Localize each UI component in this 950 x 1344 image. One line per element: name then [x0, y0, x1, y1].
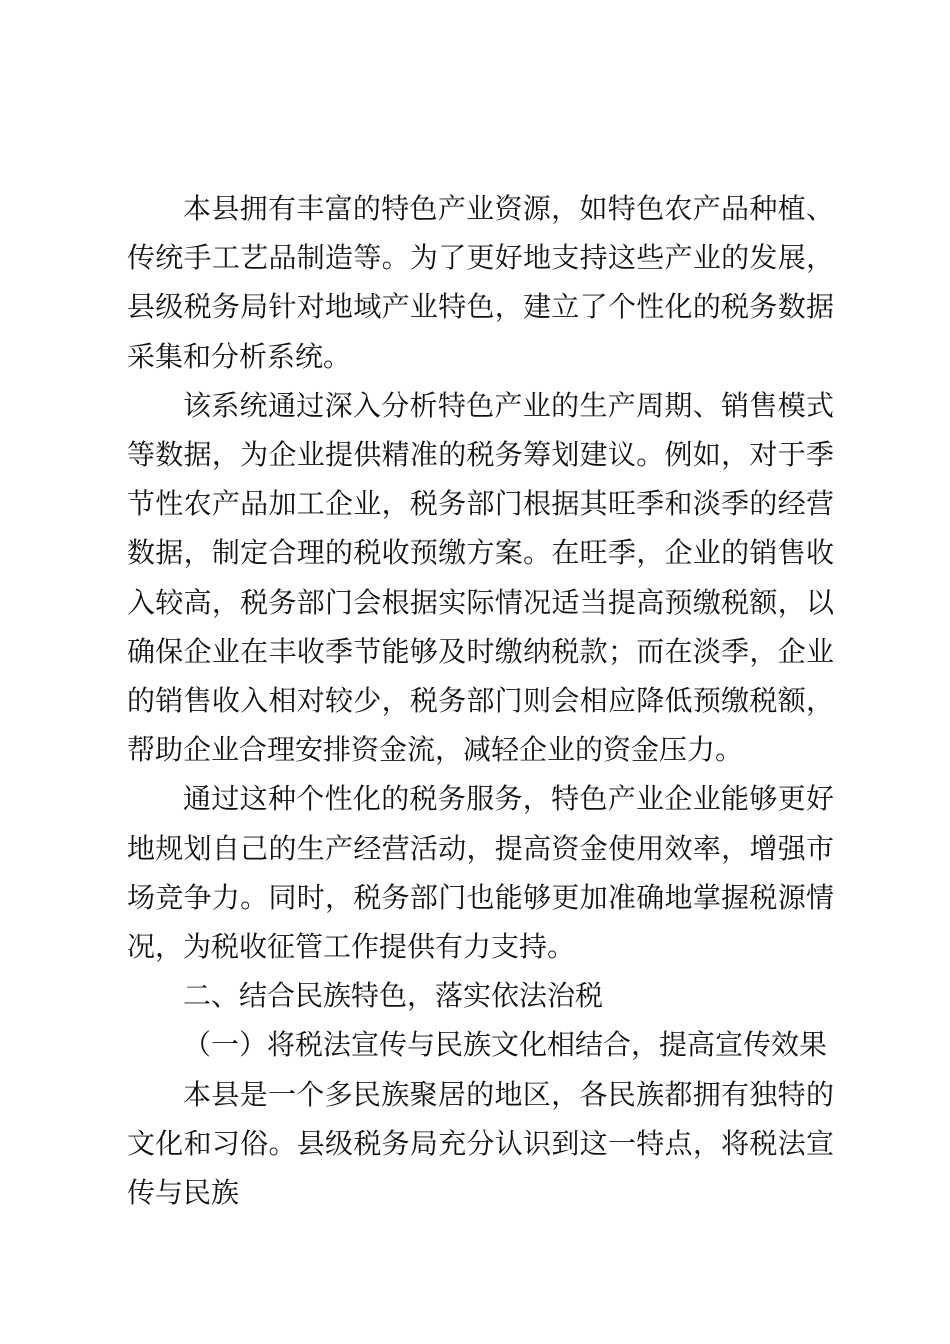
- document-body: [127, 184, 834, 1217]
- paragraph-system-analysis: 该系统通过深入分析特色产业的生产周期、销售模式等数据，为企业提供精准的税务筹划建议。例如，对于季节性农产品加工企业，税务部门根据其旺季和淡季的经营数据，制定合理的税收预缴方案。在旺季，企业的销售收入较高，税务部门会根据实际情况适当提高预缴税额，以确保企业在丰收季节能够及时缴纳税款；而在淡季，企业的销售收入相对较少，税务部门则会相应降低预缴税额，帮助企业合理安排资金流，减轻企业的资金压力。: [127, 388, 834, 767]
- paragraph-specialty-industries: 本县拥有丰富的特色产业资源，如特色农产品种植、传统手工艺品制造等。为了更好地支持这些产业的发展，县级税务局针对地域产业特色，建立了个性化的税务数据采集和分析系统。: [127, 192, 834, 373]
- subsection-heading: （一）将税法宣传与民族文化相结合，提高宣传效果: [183, 1028, 828, 1062]
- paragraph-personalized-service: 通过这种个性化的税务服务，特色产业企业能够更好地规划自己的生产经营活动，提高资金使用效率，增强市场竞争力。同时，税务部门也能够更加准确地掌握税源情况，为税收征管工作提供有力支持。: [127, 782, 834, 964]
- section-heading: 二、结合民族特色，落实依法治税: [183, 979, 604, 1013]
- paragraph-ethnic-culture: 本县是一个多民族聚居的地区，各民族都拥有独特的文化和习俗。县级税务局充分认识到这一特点，将税法宣传与民族: [127, 1077, 834, 1210]
